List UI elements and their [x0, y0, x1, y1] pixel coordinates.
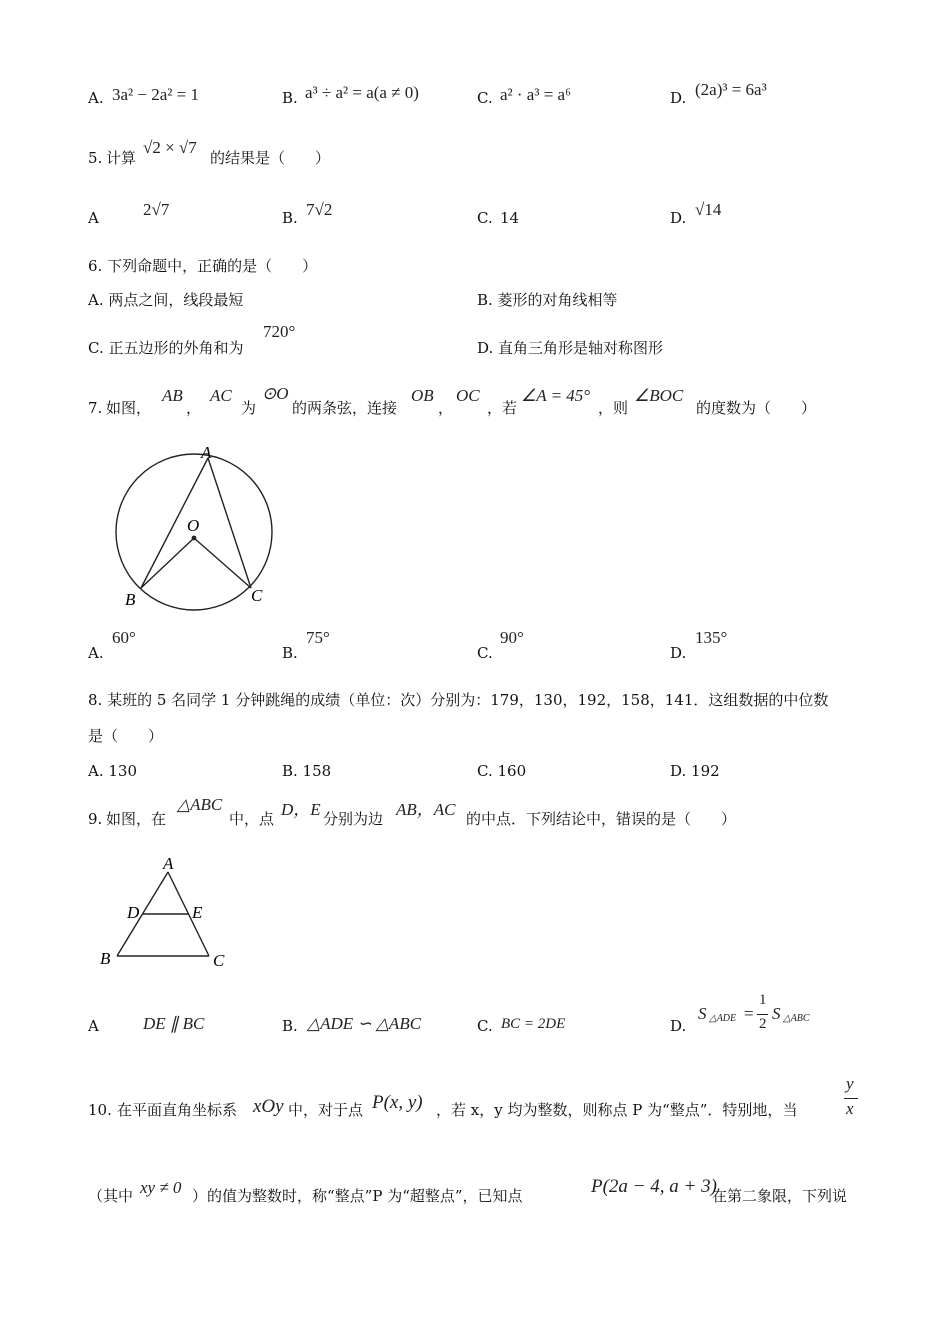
q7-number: 7.	[88, 399, 103, 417]
area-s-2: S	[772, 1004, 781, 1023]
q9-option-a-math: DE ∥ BC	[143, 1014, 205, 1033]
q5-option-b-label: B.	[282, 209, 298, 227]
label-a: A	[163, 854, 174, 873]
q6-option-a: A. 两点之间，线段最短	[88, 291, 244, 309]
q8-option-b: B. 158	[282, 762, 332, 780]
q7-text-8: 的度数为（ ）	[696, 399, 817, 417]
q10-text-3: ，若 x，y 均为整数，则称点 P 为“整点”．特别地，当	[436, 1101, 798, 1119]
q4-option-d-math: (2a)³ = 6a³	[695, 80, 767, 99]
q7-circle-figure	[105, 440, 290, 615]
q7-text-5: ，	[438, 399, 454, 417]
q4-option-c-label: C.	[477, 89, 493, 107]
q10-line2-math-point: P(2a − 4, a + 3)	[591, 1176, 717, 1197]
q8-stem-line1: 8. 某班的 5 名同学 1 分钟跳绳的成绩（单位：次）分别为：179，130，192，158，141．这组数据的中位数	[88, 691, 829, 709]
label-d: D	[127, 903, 140, 922]
q7-math-oc: OC	[456, 386, 480, 405]
q5-option-a-label: A	[88, 209, 99, 227]
q7-text-4: 的两条弦，连接	[292, 399, 398, 417]
q5-stem-math: √2 × √7	[143, 138, 197, 157]
q7-math-ob: OB	[411, 386, 434, 405]
q9-option-b-label: B.	[282, 1017, 298, 1035]
q7-math-ac: AC	[210, 386, 232, 405]
q7-text-2: ，	[186, 399, 202, 417]
q10-math-xoy: xOy	[253, 1096, 284, 1117]
q9-option-b-math: △ADE ∽ △ABC	[307, 1014, 422, 1033]
q10-text-1: 在平面直角坐标系	[117, 1101, 238, 1119]
q6-option-b: B. 菱形的对角线相等	[477, 291, 618, 309]
q6-option-c-math: 720°	[263, 322, 296, 341]
q6-stem: 6. 下列命题中，正确的是（ ）	[88, 257, 318, 275]
q4-option-c-math: a² · a³ = a⁶	[500, 85, 572, 104]
q8-stem-line2: 是（ ）	[88, 727, 164, 745]
label-a: A	[201, 443, 212, 462]
label-e: E	[192, 903, 203, 922]
q9-option-c-math: BC = 2DE	[501, 1016, 566, 1032]
q7-option-c-math: 90°	[500, 628, 524, 647]
q7-option-b-math: 75°	[306, 628, 330, 647]
q8-option-a: A. 130	[88, 762, 137, 780]
q9-option-a-label: A	[88, 1017, 99, 1035]
q9-text-4: 的中点．下列结论中，错误的是（ ）	[466, 810, 737, 828]
q5-option-d-label: D.	[670, 209, 687, 227]
q7-option-b-label: B.	[282, 644, 298, 662]
q10-number: 10.	[88, 1101, 112, 1119]
area-s-1: S	[698, 1004, 707, 1023]
q10-line2-pre: （其中	[88, 1187, 134, 1205]
fraction-denominator-x: x	[846, 1099, 854, 1118]
q6-option-d: D. 直角三角形是轴对称图形	[477, 339, 664, 357]
q9-number: 9.	[88, 810, 103, 828]
q6-option-c: C. 正五边形的外角和为	[88, 339, 244, 357]
q5-stem-pre: 计算	[106, 149, 137, 167]
equals-sign: =	[744, 1004, 754, 1023]
q9-option-d-label: D.	[670, 1017, 687, 1035]
q9-option-c-label: C.	[477, 1017, 493, 1035]
q7-math-ab: AB	[162, 386, 183, 405]
fraction-denominator: 2	[759, 1016, 767, 1032]
q4-option-b-label: B.	[282, 89, 298, 107]
q7-text-6: ，若	[487, 399, 518, 417]
q10-math-point-p: P(x, y)	[372, 1092, 423, 1113]
q5-option-b-math: 7√2	[306, 200, 333, 219]
q4-option-a-label: A.	[88, 89, 104, 107]
q5-option-c-label: C.	[477, 209, 493, 227]
q5-option-c-text: 14	[500, 209, 520, 227]
q9-text-2: 中，点	[229, 810, 275, 828]
label-b: B	[125, 590, 136, 609]
q5-option-a-math: 2√7	[143, 200, 170, 219]
q5-stem-post: 的结果是（ ）	[210, 149, 331, 167]
label-o: O	[187, 516, 200, 535]
q9-text-3: 分别为边	[323, 810, 384, 828]
fraction-numerator: 1	[759, 992, 767, 1008]
q9-math-sides: AB，AC	[396, 800, 456, 819]
area-sub-abc: △ABC	[783, 1013, 810, 1024]
q9-triangle-figure	[95, 850, 235, 972]
q8-option-c: C. 160	[477, 762, 527, 780]
q7-option-a-math: 60°	[112, 628, 136, 647]
q4-option-a-math: 3a² − 2a² = 1	[112, 85, 199, 104]
q4-option-b-math: a³ ÷ a² = a(a ≠ 0)	[305, 83, 419, 102]
fraction-numerator-y: y	[846, 1074, 854, 1093]
q5-option-d-math: √14	[695, 200, 722, 219]
q9-option-d-formula	[698, 992, 828, 1044]
label-c: C	[251, 586, 263, 605]
area-sub-ade: △ADE	[709, 1013, 737, 1024]
q10-text-2: 中，对于点	[288, 1101, 364, 1119]
q7-option-c-label: C.	[477, 644, 493, 662]
q7-option-d-label: D.	[670, 644, 687, 662]
q7-option-a-label: A.	[88, 644, 104, 662]
q7-math-angle-a: ∠A = 45°	[521, 386, 591, 405]
q7-math-angle-boc: ∠BOC	[634, 386, 684, 405]
q7-text-7: ，则	[598, 399, 629, 417]
q9-math-de: D，E	[281, 800, 321, 819]
q5-number: 5.	[88, 149, 103, 167]
q7-text-1: 如图，	[106, 399, 152, 417]
q9-math-triangle: △ABC	[177, 795, 223, 814]
q9-text-1: 如图，在	[106, 810, 167, 828]
q7-option-d-math: 135°	[695, 628, 728, 647]
q10-line2-post: 在第二象限，下列说	[712, 1187, 848, 1205]
q4-option-d-label: D.	[670, 89, 687, 107]
label-c: C	[213, 951, 225, 970]
label-b: B	[100, 949, 111, 968]
segment-ob	[141, 538, 194, 588]
center-point-o	[192, 536, 197, 541]
q8-option-d: D. 192	[670, 762, 720, 780]
q7-text-3: 为	[241, 399, 257, 417]
q10-fraction-y-over-x	[842, 1074, 862, 1124]
q10-line2-math-xy: xy ≠ 0	[140, 1178, 182, 1197]
q7-math-circle-o: ⊙O	[262, 384, 289, 403]
q10-line2-mid: ）的值为整数时，称“整点”P 为“超整点”，已知点	[192, 1187, 523, 1205]
fraction-bar	[757, 1014, 768, 1015]
